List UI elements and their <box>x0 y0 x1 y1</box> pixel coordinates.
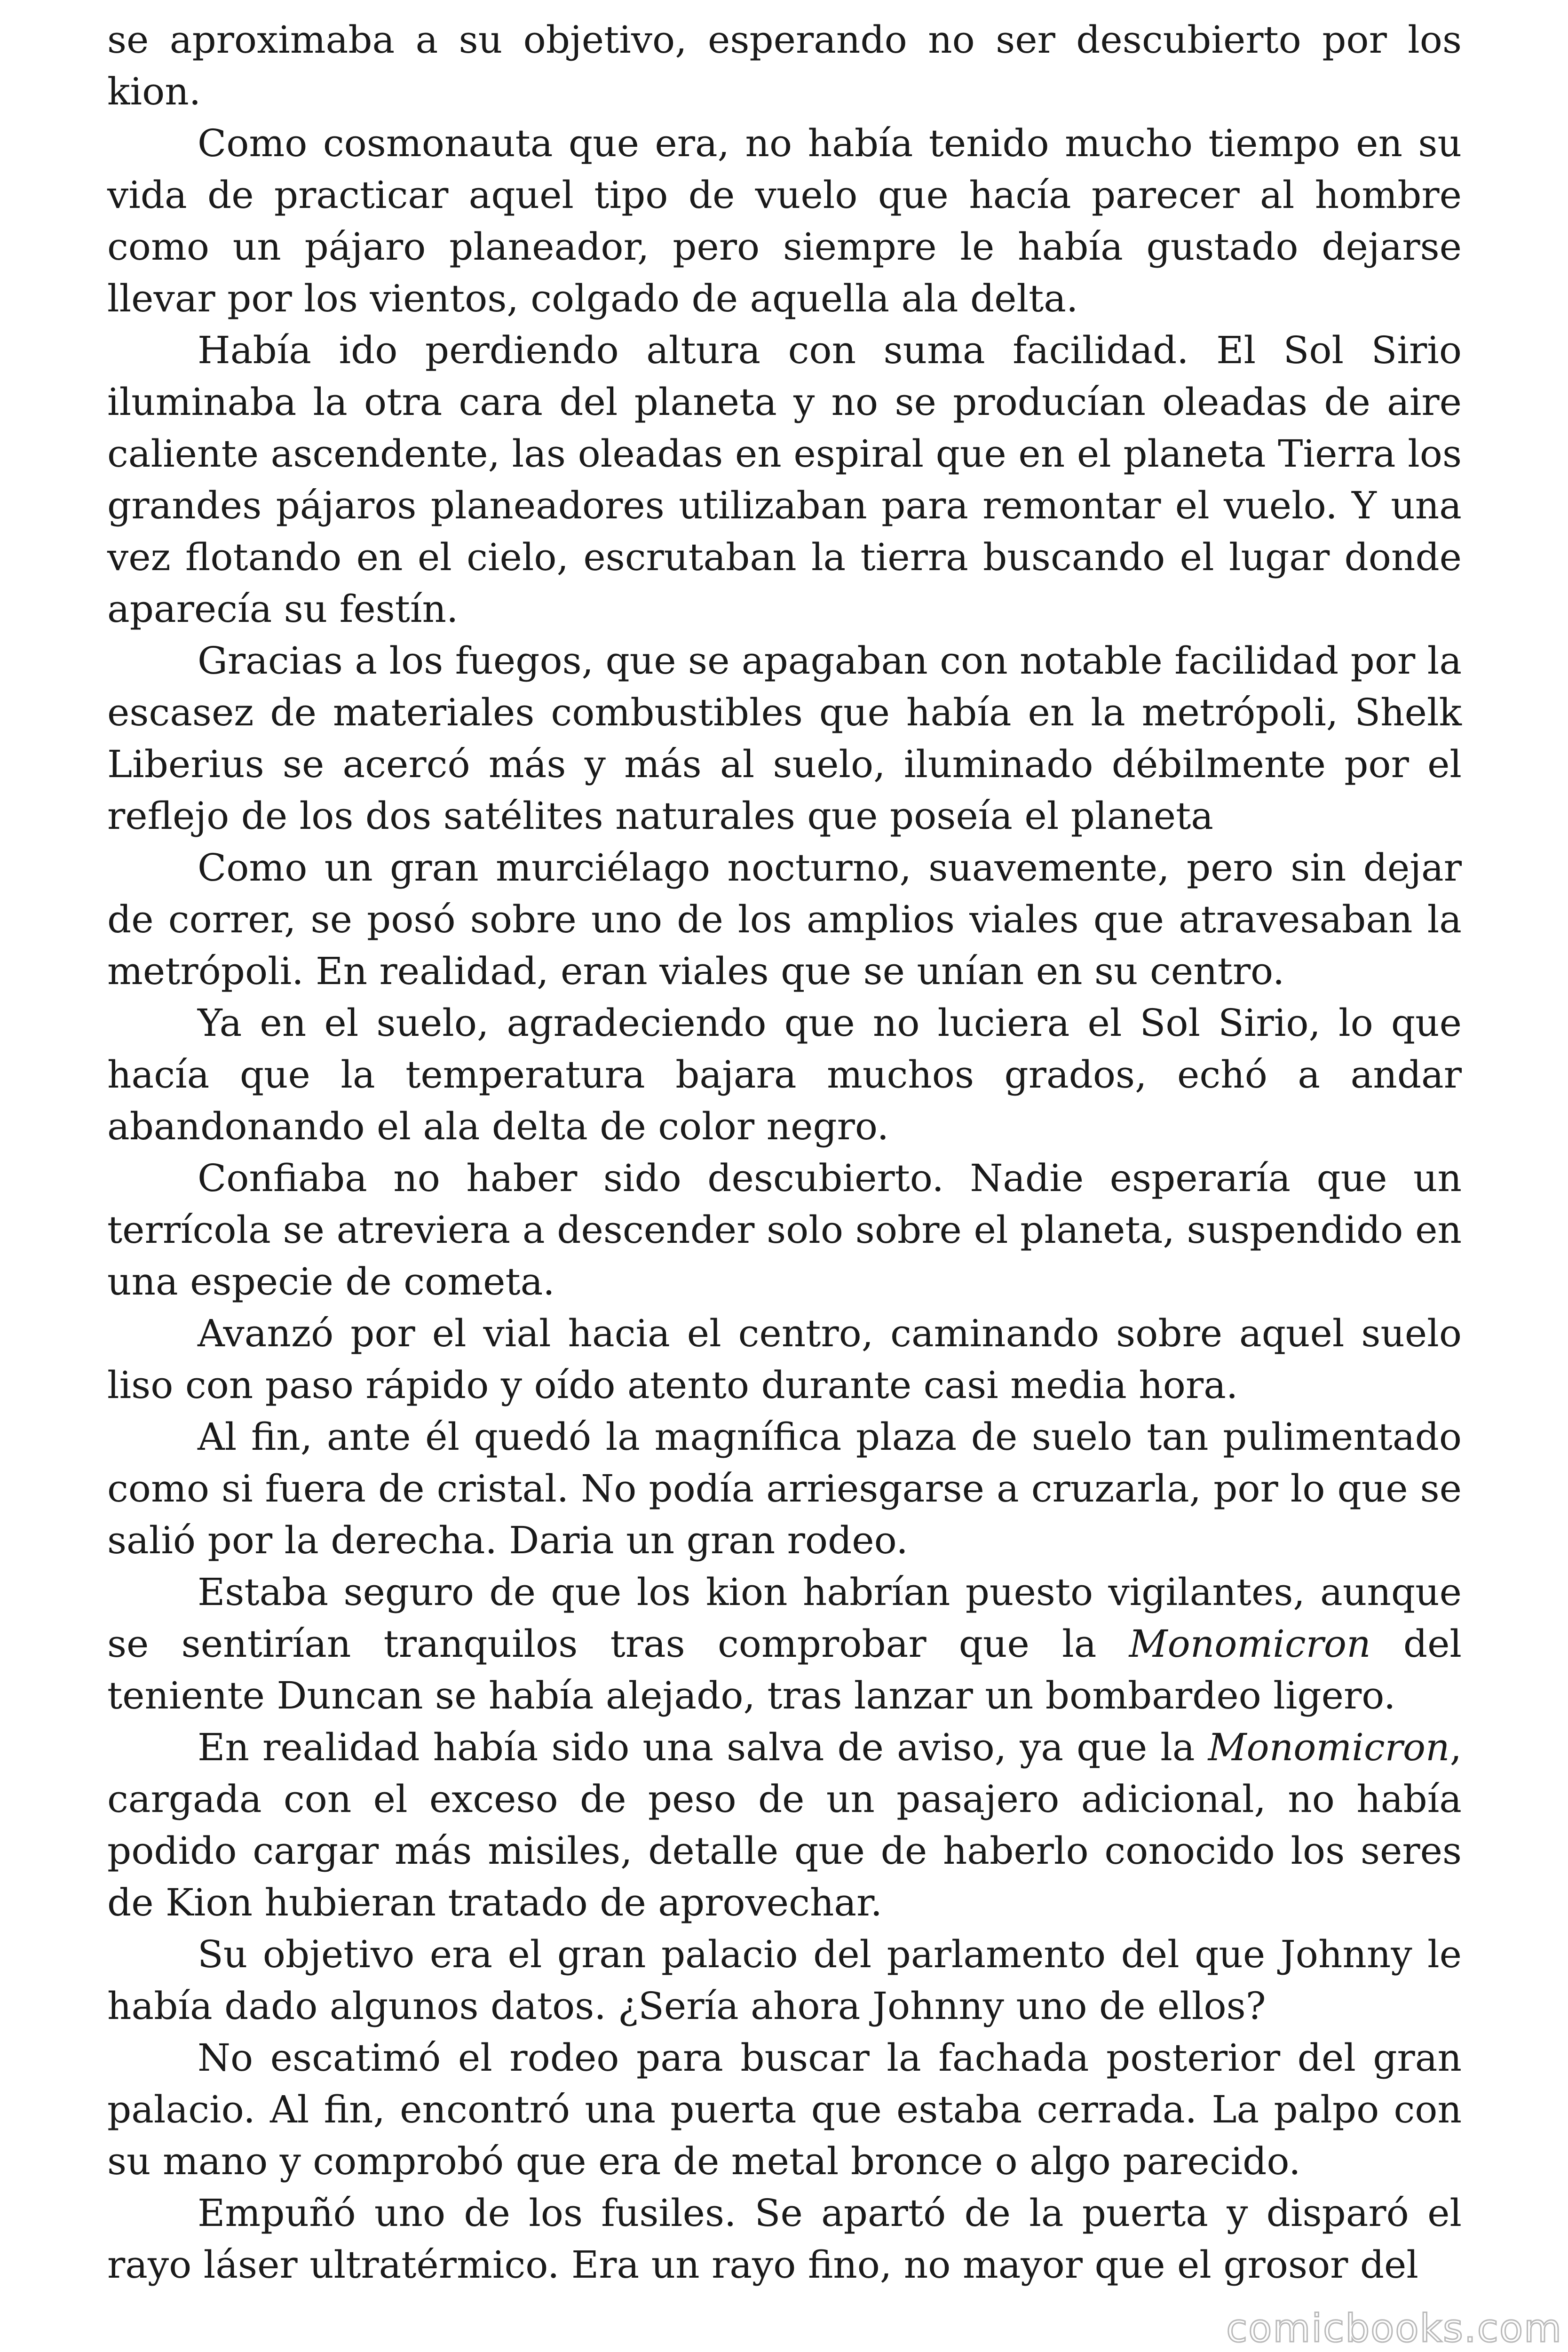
text-segment: Había ido perdiendo altura con suma facilidad. El Sol Sirio iluminaba la otra cara del planeta y no se producían oleadas de aire caliente ascendente, las oleadas en espiral que en el planeta Tierra los grandes pájaros planeadores utilizaban para remontar el vuelo. Y una vez flotando en el cielo, escrutaban la tierra buscando el lugar donde aparecía su festín. <box>107 328 1462 631</box>
body-paragraph <box>107 1152 1462 1308</box>
text-segment: En realidad había sido una salva de aviso, ya que la <box>198 1725 1208 1769</box>
body-paragraph <box>107 2032 1462 2187</box>
text-segment: se aproximaba a su objetivo, esperando no ser descubierto por los kion. <box>107 18 1462 113</box>
body-paragraph <box>107 1722 1462 1929</box>
text-segment: Como cosmonauta que era, no había tenido mucho tiempo en su vida de practicar aquel tipo de vuelo que hacía parecer al hombre como un pájaro planeador, pero siempre le había gustado dejarse llevar por los vientos, colgado de aquella ala delta. <box>107 121 1462 320</box>
body-paragraph <box>107 14 1462 118</box>
body-paragraph <box>107 325 1462 635</box>
text-segment: Empuñó uno de los fusiles. Se apartó de la puerta y disparó el rayo láser ultratérmico. Era un rayo fino, no mayor que el grosor del <box>107 2191 1462 2287</box>
body-paragraph <box>107 1411 1462 1566</box>
italic-text-segment: Monomicron <box>1208 1725 1450 1769</box>
text-segment: del teniente Duncan se había alejado, tras lanzar un bombardeo ligero. <box>107 1622 1462 1717</box>
body-paragraph <box>107 1308 1462 1411</box>
text-segment: Confiaba no haber sido descubierto. Nadie esperaría que un terrícola se atreviera a descender solo sobre el planeta, suspendido en una especie de cometa. <box>107 1156 1462 1303</box>
watermark: comicbooks.com <box>1226 2306 1562 2351</box>
body-paragraph <box>107 997 1462 1152</box>
text-segment: Avanzó por el vial hacia el centro, caminando sobre aquel suelo liso con paso rápido y oído atento durante casi media hora. <box>107 1311 1462 1407</box>
text-segment: , cargada con el exceso de peso de un pasajero adicional, no había podido cargar más misiles, detalle que de haberlo conocido los seres de Kion hubieran tratado de aprovechar. <box>107 1725 1462 1924</box>
text-segment: Como un gran murciélago nocturno, suavemente, pero sin dejar de correr, se posó sobre uno de los amplios viales que atravesaban la metrópoli. En realidad, eran viales que se unían en su centro. <box>107 846 1462 993</box>
body-paragraph <box>107 1929 1462 2032</box>
body-paragraph <box>107 1566 1462 1722</box>
text-segment: Al fin, ante él quedó la magnífica plaza de suelo tan pulimentado como si fuera de cristal. No podía arriesgarse a cruzarla, por lo que se salió por la derecha. Daria un gran rodeo. <box>107 1415 1462 1562</box>
italic-text-segment: Monomicron <box>1129 1622 1371 1666</box>
text-segment: No escatimó el rodeo para buscar la fachada posterior del gran palacio. Al fin, encontró una puerta que estaba cerrada. La palpo con su mano y comprobó que era de metal bronce o algo parecido. <box>107 2036 1462 2183</box>
book-page <box>107 14 1462 2338</box>
text-segment: Su objetivo era el gran palacio del parlamento del que Johnny le había dado algunos datos. ¿Sería ahora Johnny uno de ellos? <box>107 1932 1462 2028</box>
body-paragraph <box>107 842 1462 997</box>
text-segment: Estaba seguro de que los kion habrían puesto vigilantes, aunque se sentirían tranquilos tras comprobar que la <box>107 1570 1462 1666</box>
body-paragraph <box>107 2187 1462 2291</box>
text-segment: Gracias a los fuegos, que se apagaban con notable facilidad por la escasez de materiales combustibles que había en la metrópoli, Shelk Liberius se acercó más y más al suelo, iluminado débilmente por el reflejo de los dos satélites naturales que poseía el planeta <box>107 639 1462 838</box>
body-paragraph <box>107 635 1462 842</box>
body-paragraph <box>107 118 1462 325</box>
text-segment: Ya en el suelo, agradeciendo que no luciera el Sol Sirio, lo que hacía que la temperatura bajara muchos grados, echó a andar abandonando el ala delta de color negro. <box>107 1001 1462 1148</box>
